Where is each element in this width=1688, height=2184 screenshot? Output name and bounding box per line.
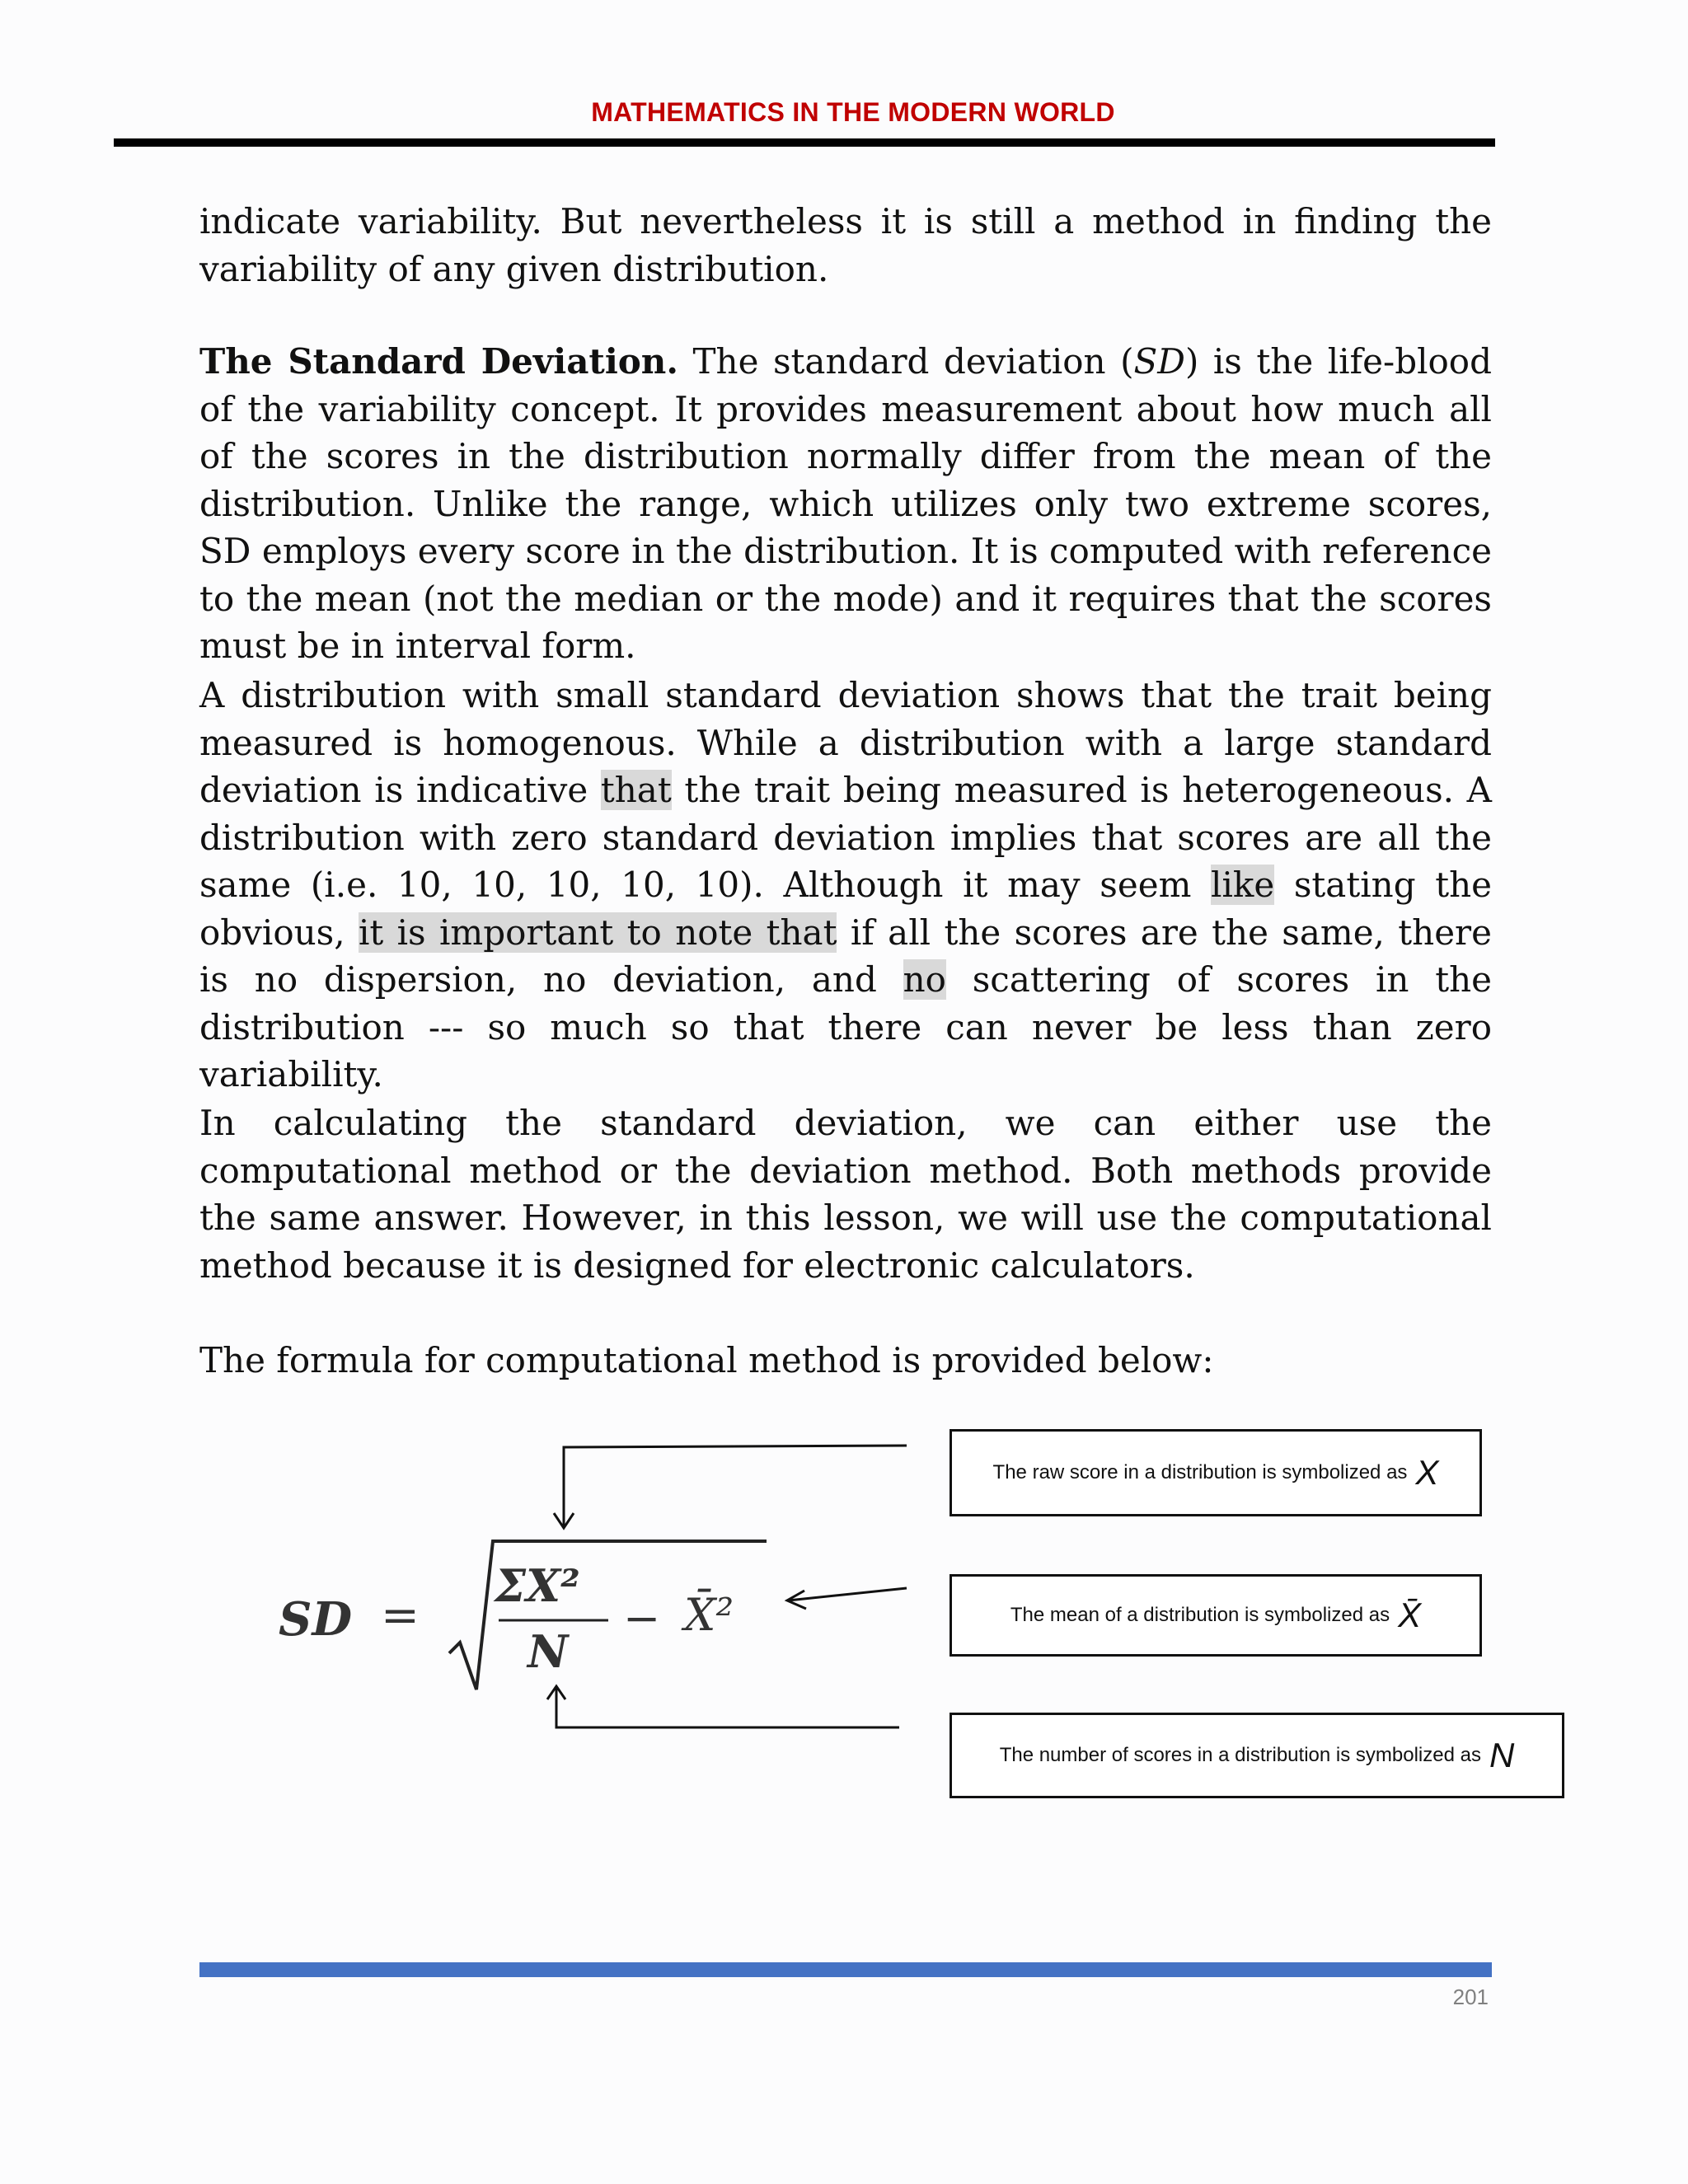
formula-lhs: SD — [279, 1592, 353, 1647]
header-rule — [114, 138, 1495, 147]
sd-symbol: SD — [1133, 341, 1185, 382]
raw-score-symbol: X — [1415, 1453, 1439, 1492]
label-raw-score — [950, 1429, 1482, 1516]
paragraph-formula-intro-text: The formula for computational method is provided below: — [199, 1340, 1214, 1380]
text-span: if all the scores are the same, there is no dispersion, no deviation, and — [199, 912, 1492, 1000]
paragraph-intro — [199, 198, 1492, 293]
section-heading: The Standard Deviation. — [199, 341, 678, 382]
text-span: ) is the life-blood of the variability concept. It provides measurement about how much all of the scores in the distribution normally differ from the mean of the distribution. Unlike the range, which utilizes only two extreme scores, SD employs every score in the distribution. It is computed with reference to the mean (not the median or the mode) and it requires that the scores must be in interval form. — [199, 341, 1492, 666]
paragraph-distribution — [199, 672, 1492, 1099]
paragraph-calculating-text: In calculating the standard deviation, we can either use the computational method or the deviation method. Both methods provide the same answer. However, in this lesson, we will use the computational method because it is designed for electronic calculators. — [199, 1103, 1492, 1286]
paragraph-formula-intro — [199, 1337, 1492, 1385]
text-span: A distribution with small standard deviation shows that the trait being measured is homogenous. While a distribution with a large standard deviation is indicative — [199, 675, 1492, 810]
highlight-like: like — [1211, 865, 1275, 905]
footer-bar — [199, 1962, 1492, 1977]
text-span: scattering of scores in the distribution --- so much so that there can never be less than zero variability. — [199, 959, 1492, 1094]
formula-mean-squared: X̄² — [684, 1589, 734, 1641]
paragraph-intro-text: indicate variability. But nevertheless it is still a method in finding the variability of any given distribution. — [199, 201, 1492, 289]
arrow-raw-line — [564, 1446, 907, 1526]
label-count — [950, 1713, 1564, 1798]
arrow-count-line — [556, 1688, 899, 1727]
paragraph-calculating — [199, 1099, 1492, 1289]
label-mean-text: The mean of a distribution is symbolized as — [1010, 1604, 1390, 1626]
formula-numerator: ΣX² — [495, 1559, 580, 1612]
label-raw-text: The raw score in a distribution is symbolized as — [992, 1461, 1408, 1483]
mean-symbol: X̄ — [1398, 1596, 1422, 1634]
text-span: stating the obvious, — [199, 865, 1493, 953]
page-header-title: MATHEMATICS IN THE MODERN WORLD — [591, 97, 1115, 127]
text-span: the trait being measured is heterogeneous. A distribution with zero standard deviation implies that scores are all the same (i.e. 10, 10, 10, 10, 10). Although it may seem — [199, 770, 1492, 905]
formula-minus: − — [623, 1592, 661, 1644]
formula-denominator: N — [528, 1625, 569, 1678]
text-span: The standard deviation ( — [678, 341, 1134, 382]
paragraph-standard-deviation — [199, 338, 1492, 670]
arrow-mean-line — [788, 1588, 907, 1601]
highlight-that: that — [600, 770, 672, 810]
page-number: 201 — [1452, 1985, 1489, 2009]
formula-equals: = — [381, 1589, 420, 1643]
highlight-important: it is important to note that — [358, 912, 837, 953]
label-count-text: The number of scores in a distribution is symbolized as — [999, 1744, 1481, 1766]
highlight-no: no — [903, 959, 946, 1000]
count-symbol: N — [1489, 1736, 1515, 1774]
label-mean — [950, 1574, 1482, 1657]
